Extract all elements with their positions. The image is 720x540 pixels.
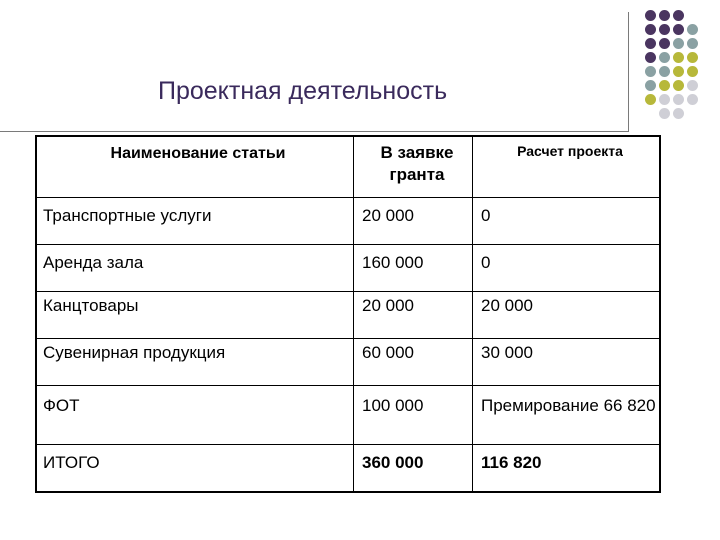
decor-dot [645,24,656,35]
decor-dot [659,80,670,91]
decor-dot [673,10,684,21]
decor-dot [645,94,656,105]
decor-dot [687,94,698,105]
cell-project: 30 000 [473,339,661,386]
decor-dot [659,10,670,21]
decor-dot [645,52,656,63]
cell-total-label: ИТОГО [36,445,354,493]
decor-dot [673,66,684,77]
decor-dot [645,80,656,91]
cell-grant: 20 000 [354,292,473,339]
decor-dot [687,66,698,77]
cell-project: 0 [473,198,661,245]
decor-dot [659,38,670,49]
cell-name: Аренда зала [36,245,354,292]
decor-dot [659,66,670,77]
table-row [36,339,660,386]
cell-name: Сувенирная продукция [36,339,354,386]
cell-name: Транспортные услуги [36,198,354,245]
budget-table [35,135,661,493]
header-project: Расчет проекта [473,136,661,198]
decor-dot [673,52,684,63]
table-row [36,292,660,339]
decor-dot [687,80,698,91]
decor-dot [645,10,656,21]
decor-dot [659,108,670,119]
table-total-row [36,445,660,493]
decor-dot [687,38,698,49]
cell-grant: 60 000 [354,339,473,386]
page-title: Проектная деятельность [158,77,448,105]
table-row [36,245,660,292]
cell-project: 0 [473,245,661,292]
header-grant: В заявке гранта [354,136,473,198]
decor-dot [645,38,656,49]
table-row [36,198,660,245]
decor-dot [659,24,670,35]
decor-horizontal-line [0,131,628,132]
cell-total-grant: 360 000 [354,445,473,493]
table-row [36,386,660,445]
decor-dot [687,24,698,35]
cell-grant: 160 000 [354,245,473,292]
decor-dot-grid [636,10,716,120]
cell-name: ФОТ [36,386,354,445]
cell-grant: 100 000 [354,386,473,445]
decor-dot [673,94,684,105]
decor-dot [673,108,684,119]
decor-dot [673,24,684,35]
decor-dot [645,66,656,77]
decor-dot [673,80,684,91]
table-header-row [36,136,660,198]
header-item-name: Наименование статьи [36,136,354,198]
cell-grant: 20 000 [354,198,473,245]
decor-dot [659,52,670,63]
decor-dot [659,94,670,105]
cell-total-project: 116 820 [473,445,661,493]
cell-project: 20 000 [473,292,661,339]
cell-project: Премирование 66 820 [473,386,661,445]
decor-dot [673,38,684,49]
cell-name: Канцтовары [36,292,354,339]
decor-dot [687,52,698,63]
decor-vertical-line [628,12,629,132]
